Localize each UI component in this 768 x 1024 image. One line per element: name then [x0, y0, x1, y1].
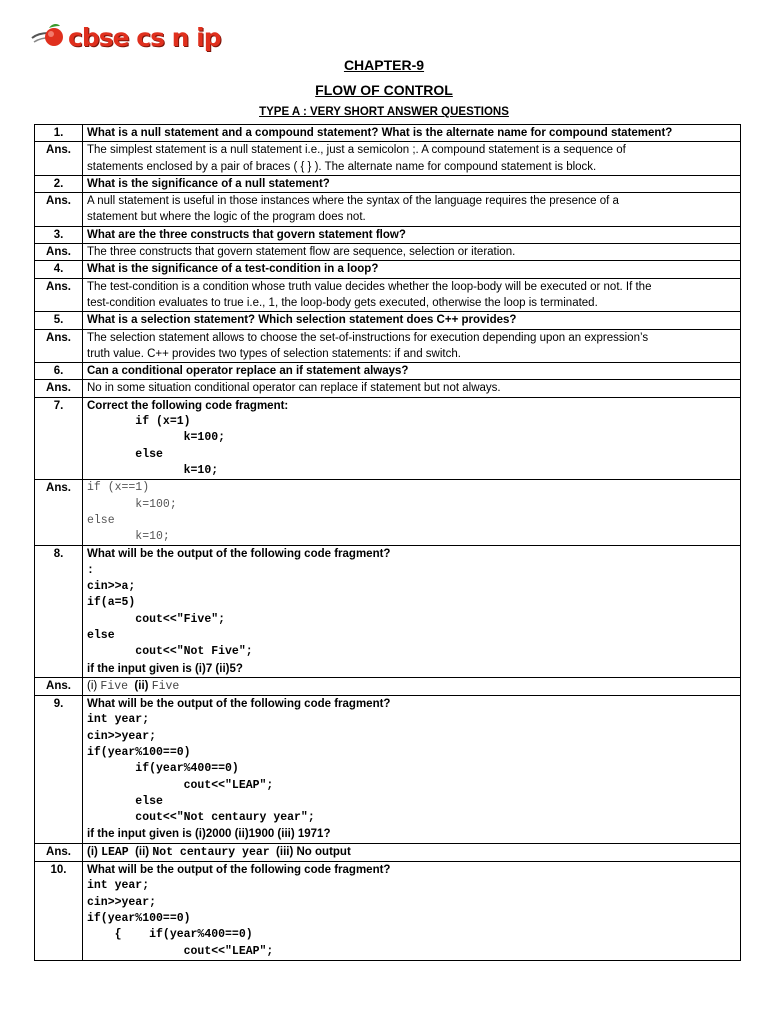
answer-value: Not centaury year	[152, 845, 270, 859]
answer-line: test-condition evaluates to true i.e., 1, the loop-body gets executed, otherwise the loop is terminated.	[87, 296, 598, 309]
answer-part-label: (i)	[87, 845, 98, 858]
question-text: What is the significance of a null statement?	[83, 175, 741, 192]
code-line: :	[87, 563, 94, 577]
answer-label: Ans.	[35, 142, 83, 176]
question-cell	[83, 397, 741, 479]
answer-row	[35, 480, 741, 546]
answer-text	[83, 193, 741, 227]
question-number: 6.	[35, 363, 83, 380]
code-line: if(year%100==0)	[87, 745, 191, 759]
question-number: 10.	[35, 862, 83, 961]
answer-text	[83, 142, 741, 176]
answer-text: No in some situation conditional operator can replace if statement but not always.	[83, 380, 741, 397]
question-number: 3.	[35, 226, 83, 243]
answer-line: The test-condition is a condition whose truth value decides whether the loop-body will be executed or not. If the	[87, 280, 652, 293]
answer-part-label: (iii)	[276, 845, 294, 858]
answer-text	[83, 843, 741, 861]
code-line: k=10;	[87, 463, 219, 477]
question-cell	[83, 862, 741, 961]
code-line: k=10;	[87, 530, 170, 544]
answer-label: Ans.	[35, 193, 83, 227]
answer-text	[83, 278, 741, 312]
answer-line: A null statement is useful in those instances where the syntax of the language requires the presence of a	[87, 195, 619, 208]
answer-part-label: (ii)	[135, 845, 150, 858]
code-line: if (x==1)	[87, 481, 150, 495]
question-cell	[83, 546, 741, 677]
code-line: cout<<"Not Five";	[87, 645, 253, 659]
answer-text	[83, 329, 741, 363]
answer-row	[35, 329, 741, 363]
question-number: 4.	[35, 261, 83, 278]
question-number: 8.	[35, 546, 83, 677]
code-line: cout<<"Not centaury year";	[87, 811, 315, 825]
question-number: 5.	[35, 312, 83, 329]
question-input-text: if the input given is (i)2000 (ii)1900 (iii) 1971?	[87, 828, 331, 841]
code-line: if(year%400==0)	[87, 762, 239, 776]
answer-row	[35, 244, 741, 261]
answer-line: The selection statement allows to choose the set-of-instructions for execution depending upon an expression’s	[87, 331, 649, 344]
answer-value: No output	[296, 845, 351, 858]
answer-part-label: (i)	[87, 679, 98, 692]
answer-line: The simplest statement is a null statement i.e., just a semicolon ;. A compound statement is a sequence of	[87, 144, 626, 157]
answer-line: statements enclosed by a pair of braces ( { } ). The alternate name for compound statement is block.	[87, 160, 597, 173]
answer-part-label: (ii)	[134, 679, 149, 692]
answer-value: LEAP	[101, 845, 129, 859]
answer-text	[83, 677, 741, 695]
code-line: cout<<"LEAP";	[87, 778, 274, 792]
question-row	[35, 546, 741, 677]
code-line: cout<<"LEAP";	[87, 944, 274, 958]
answer-line: statement but where the logic of the program does not.	[87, 211, 366, 224]
question-row	[35, 363, 741, 380]
code-line: cin>>year;	[87, 895, 157, 909]
code-line: int year;	[87, 879, 150, 893]
qa-table	[34, 124, 741, 961]
answer-label: Ans.	[35, 244, 83, 261]
answer-label: Ans.	[35, 329, 83, 363]
code-line: cout<<"Five";	[87, 612, 226, 626]
chapter-title: CHAPTER-9	[343, 57, 425, 73]
question-number: 9.	[35, 696, 83, 844]
question-text: What is a selection statement? Which selection statement does C++ provides?	[83, 312, 741, 329]
answer-line: truth value. C++ provides two types of selection statements: if and switch.	[87, 347, 461, 360]
answer-label: Ans.	[35, 843, 83, 861]
answer-text: The three constructs that govern statement flow are sequence, selection or iteration.	[83, 244, 741, 261]
answer-row	[35, 193, 741, 227]
question-row	[35, 261, 741, 278]
code-line: if (x=1)	[87, 415, 191, 429]
question-row	[35, 175, 741, 192]
answer-value: Five	[100, 679, 129, 693]
answer-row	[35, 677, 741, 695]
code-line: else	[87, 513, 115, 527]
question-text: What are the three constructs that govern statement flow?	[83, 226, 741, 243]
site-logo	[30, 22, 221, 52]
question-text: Correct the following code fragment:	[87, 399, 289, 412]
question-row	[35, 696, 741, 844]
answer-row	[35, 278, 741, 312]
answer-value: Five	[151, 679, 180, 693]
answer-code	[83, 480, 741, 546]
answer-label: Ans.	[35, 278, 83, 312]
answer-label: Ans.	[35, 677, 83, 695]
question-input-text: if the input given is (i)7 (ii)5?	[87, 662, 243, 675]
answer-label: Ans.	[35, 380, 83, 397]
code-line: else	[87, 794, 163, 808]
code-line: else	[87, 628, 115, 642]
code-line: cin>>year;	[87, 729, 157, 743]
code-line: if(a=5)	[87, 596, 136, 610]
question-row	[35, 226, 741, 243]
code-line: k=100;	[87, 497, 177, 511]
question-row	[35, 397, 741, 479]
section-title: TYPE A : VERY SHORT ANSWER QUESTIONS	[259, 106, 509, 118]
question-number: 1.	[35, 125, 83, 142]
code-line: { if(year%400==0)	[87, 928, 253, 942]
question-text: What will be the output of the following code fragment?	[87, 548, 391, 561]
question-text: What will be the output of the following code fragment?	[87, 864, 391, 877]
answer-row	[35, 380, 741, 397]
code-line: int year;	[87, 713, 150, 727]
question-text: What is a null statement and a compound statement? What is the alternate name for compound statement?	[83, 125, 741, 142]
question-row	[35, 862, 741, 961]
logo-emblem-icon	[30, 22, 66, 52]
code-line: else	[87, 447, 163, 461]
answer-row	[35, 843, 741, 861]
question-number: 2.	[35, 175, 83, 192]
question-row	[35, 312, 741, 329]
code-line: cin>>a;	[87, 580, 136, 594]
question-text: Can a conditional operator replace an if statement always?	[83, 363, 741, 380]
question-text: What will be the output of the following code fragment?	[87, 698, 391, 711]
question-number: 7.	[35, 397, 83, 479]
question-cell	[83, 696, 741, 844]
answer-label: Ans.	[35, 480, 83, 546]
logo-text: cbse cs n ip	[68, 22, 221, 52]
code-line: if(year%100==0)	[87, 911, 191, 925]
question-row	[35, 125, 741, 142]
question-text: What is the significance of a test-condition in a loop?	[83, 261, 741, 278]
topic-title: FLOW OF CONTROL	[315, 82, 453, 98]
code-line: k=100;	[87, 431, 226, 445]
answer-row	[35, 142, 741, 176]
